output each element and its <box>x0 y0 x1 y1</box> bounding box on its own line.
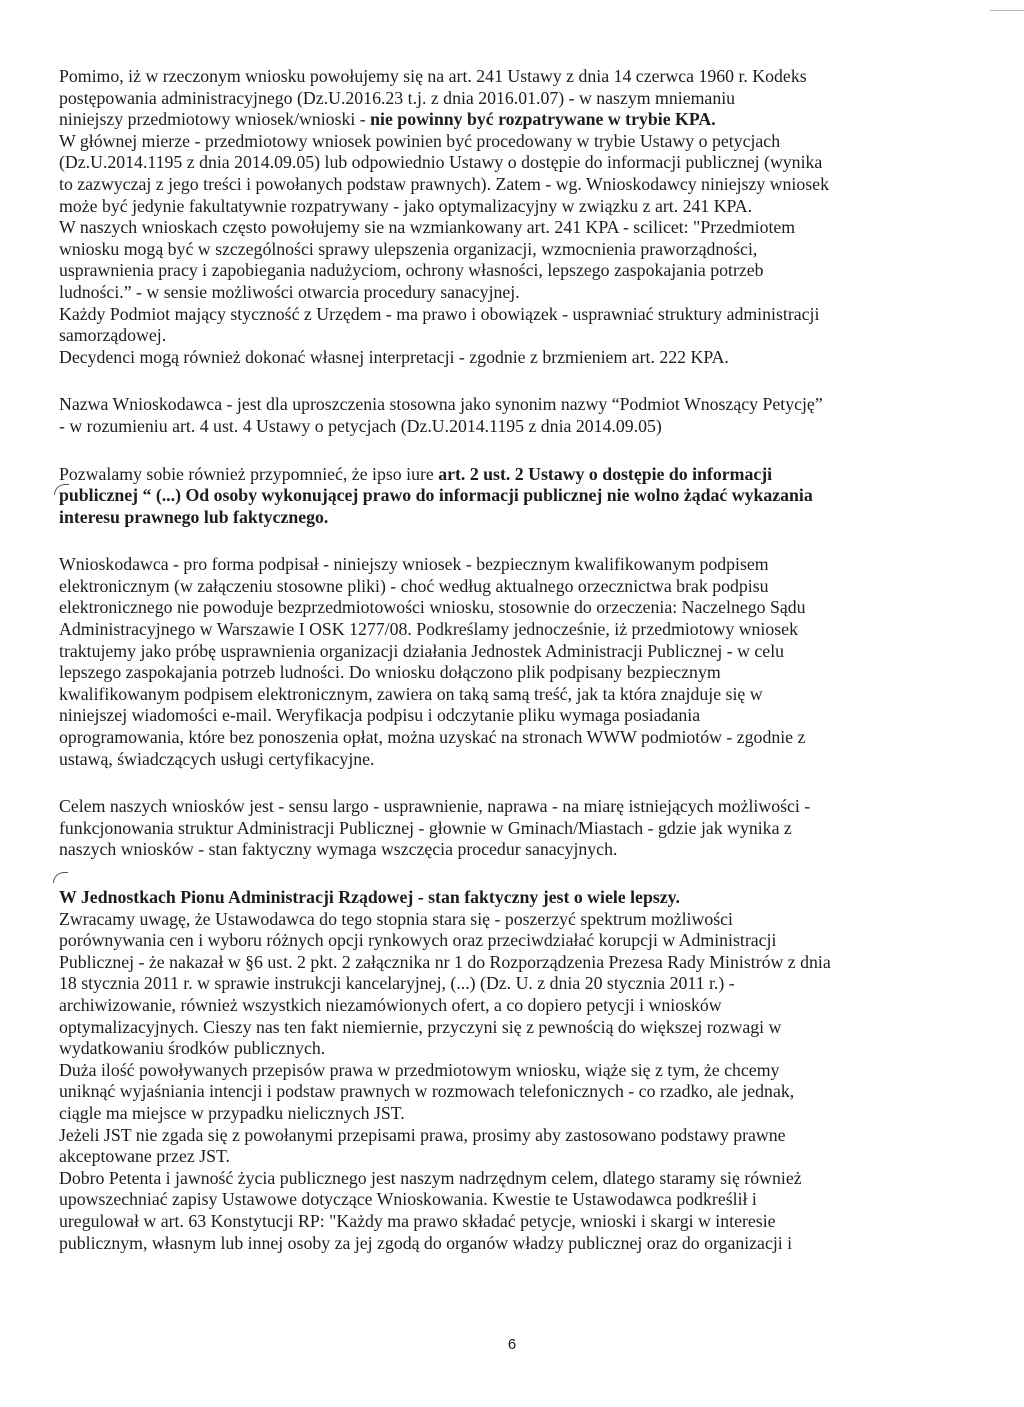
paragraph-kpa <box>59 66 964 368</box>
paragraph-bold-text: nie powinny być rozpatrywane w trybie KPA. <box>370 109 716 130</box>
paragraph-gap <box>59 861 964 887</box>
paragraph-text: Nazwa Wnioskodawca - jest dla uproszczenia stosowna jako synonim nazwy “Podmiot Wnoszący Petycję” - w rozumieniu art. 4 ust. 4 Ustawy o petycjach (Dz.U.2014.1195 z dnia 2014.09.05) <box>59 394 823 436</box>
margin-pen-mark <box>53 872 68 883</box>
paragraph-gap <box>59 368 964 394</box>
paragraph-text: Pomimo, iż w rzeczonym wniosku powołujemy się na art. 241 Ustawy z dnia 14 czerwca 1960 r. Kodeks postępowania administracyjnego (Dz.U.2016.23 t.j. z dnia 2016.01.07) - w naszym mniemaniu niniejszy przedmiotowy wniosek/wnioski - <box>59 66 807 130</box>
paragraph-gap <box>59 770 964 796</box>
paragraph-text: Celem naszych wniosków jest - sensu largo - usprawnienie, naprawa - na miarę istniejących możliwości - funkcjonowania struktur Administracji Publicznej - głownie w Gminach/Miastach - gdzie jak wynika z naszych wniosków - stan faktyczny wymaga wszczęcia procedur sanacyjnych. <box>59 796 811 860</box>
paragraph-access-info <box>59 464 964 529</box>
paragraph-signature <box>59 554 964 770</box>
document-body <box>59 66 964 1254</box>
paragraph-text: W głównej mierze - przedmiotowy wniosek powinien być procedowany w trybie Ustawy o petycjach (Dz.U.2014.1195 z dnia 2014.09.05) lub odpowiednio Ustawy o dostępie do informacji publicznej (wynika to zazwyczaj z jego treści i powołanych podstaw prawnych). Zatem - wg. Wnioskodawcy niniejszy wniosek może być jedynie fakultatywnie rozpatrywany - jako optymalizacyjny w związku z art. 241 KPA. W naszych wnioskach często powołujemy sie na wzmiankowany art. 241 KPA - scilicet: "Przedmiotem wniosku mogą być w szczególności sprawy ulepszenia organizacji, wzmocnienia praworządności, usprawnienia pracy i zapobiegania nadużyciom, ochrony własności, lepszego zaspokajania potrzeb ludności.” - w sensie możliwości otwarcia procedury sanacyjnej. Każdy Podmiot mający styczność z Urzędem - ma prawo i obowiązek - usprawniać struktury administracji samorządowej. Decydenci mogą również dokonać własnej interpretacji - zgodnie z brzmieniem art. 222 KPA. <box>59 130 829 367</box>
paragraph-text: Zwracamy uwagę, że Ustawodawca do tego stopnia stara się - poszerzyć spektrum możliwości porównywania cen i wyboru różnych opcji rynkowych oraz przeciwdziałać korupcji w Administracji Publicznej - że nakazał w §6 ust. 2 pkt. 2 załącznika nr 1 do Rozporządzenia Prezesa Rady Ministrów z dnia 18 stycznia 2011 r. w sprawie instrukcji kancelaryjnej, (...) (Dz. U. z dnia 20 stycznia 2011 r.) - archiwizowanie, również wszystkich niezamówionych ofert, a co dopiero petycji i wniosków optymalizacyjnych. Cieszy nas ten fakt niemiernie, przyczyni się z pewnością do większej rozwagi w wydatkowaniu środków publicznych. Duża ilość powoływanych przepisów prawa w przedmiotowym wniosku, wiąże się z tym, że chcemy uniknąć wyjaśniania intencji i podstaw prawnych w rozmowach telefonicznych - co rzadko, ale jednak, ciągle ma miejsce w przypadku nielicznych JST. Jeżeli JST nie zgada się z powołanymi przepisami prawa, prosimy aby zastosowano podstawy prawne akceptowane przez JST. Dobro Petenta i jawność życia publicznego jest naszym nadrzędnym celem, dlatego staramy się również upowszechniać zapisy Ustawowe dotyczące Wnioskowania. Kwestie te Ustawodawca podkreślił i uregulował w art. 63 Konstytucji RP: "Każdy ma prawo składać petycje, wnioski i skargi w interesie publicznym, własnym lub innej osoby za jej zgodą do organów władzy publicznej oraz do organizacji i <box>59 908 831 1253</box>
scan-edge-line <box>990 10 1024 11</box>
paragraph-bold-heading: W Jednostkach Pionu Administracji Rządowej - stan faktyczny jest o wiele lepszy. <box>59 887 681 907</box>
paragraph-bold-text: art. 2 ust. 2 Ustawy o dostępie do informacji publicznej “ (...) Od osoby wykonującej prawo do informacji publicznej nie wolno żądać wykazania interesu prawnego lub faktycznego. <box>59 463 813 527</box>
paragraph-government-units <box>59 887 964 1254</box>
paragraph-text: Wnioskodawca - pro forma podpisał - niniejszy wniosek - bezpiecznym kwalifikowanym podpisem elektronicznym (w załączeniu stosowne pliki) - choć według aktualnego orzecznictwa brak podpisu elektronicznego nie powoduje bezprzedmiotowości wniosku, stosownie do orzeczenia: Naczelnego Sądu Administracyjnego w Warszawie I OSK 1277/08. Podkreślamy jednocześnie, iż przedmiotowy wniosek traktujemy jako próbę usprawnienia organizacji działania Jednostek Administracji Publicznej - w celu lepszego zaspokajania potrzeb ludności. Do wniosku dołączono plik podpisany bezpiecznym kwalifikowanym podpisem elektronicznym, zawiera on taką samą treść, jak ta która znajduje się w niniejszej wiadomości e-mail. Weryfikacja podpisu i odczytanie pliku wymaga posiadania oprogramowania, które bez ponoszenia opłat, można uzyskać na stronach WWW podmiotów - zgodnie z ustawą, świadczących usługi certyfikacyjne. <box>59 554 806 769</box>
page-number: 6 <box>507 1336 517 1353</box>
paragraph-wnioskodawca-name <box>59 394 964 437</box>
paragraph-text: Pozwalamy sobie również przypomnieć, że ipso iure <box>59 463 439 484</box>
paragraph-goal <box>59 796 964 861</box>
margin-pen-mark <box>54 484 69 495</box>
paragraph-gap <box>59 438 964 464</box>
paragraph-gap <box>59 528 964 554</box>
